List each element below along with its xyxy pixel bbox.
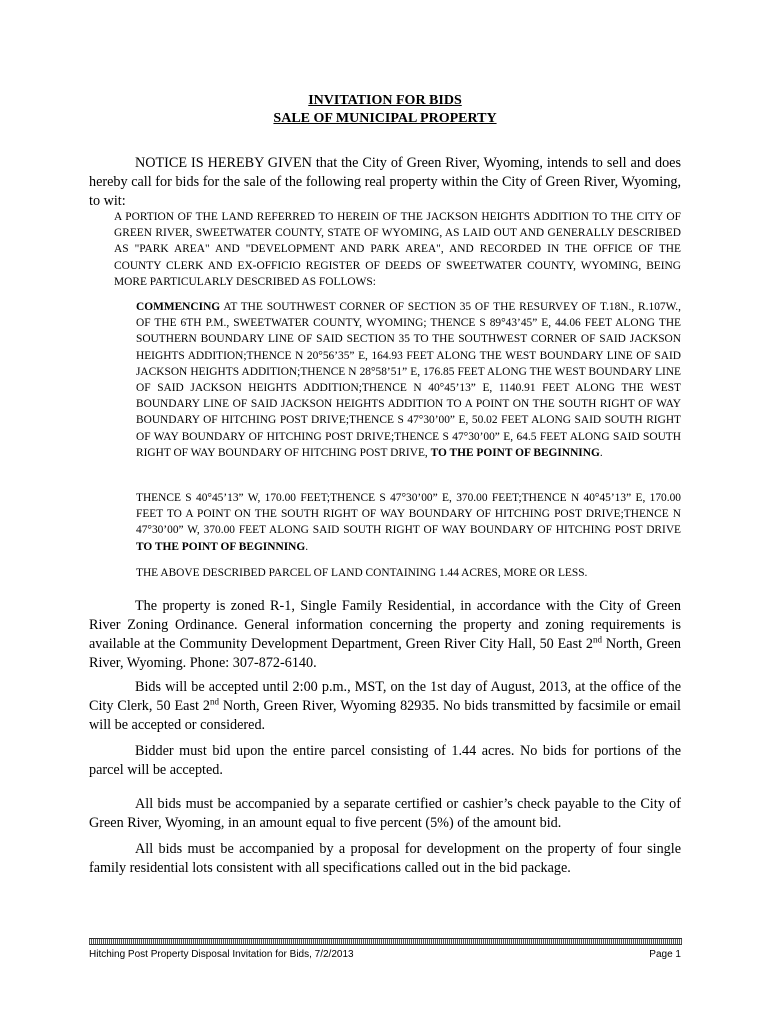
commencing-end: TO THE POINT OF BEGINNING xyxy=(430,446,600,459)
check-paragraph: All bids must be accompanied by a separate certified or cashier’s check payable to the City of Green River, Wyoming, in an amount equal to five percent (5%) of the amount bid. xyxy=(89,796,681,831)
footer-divider xyxy=(89,938,682,945)
zoning-ordinal-suffix: nd xyxy=(593,634,602,645)
proposal-paragraph: All bids must be accompanied by a proposal for development on the property of four single family residential lots consistent with all specifications called out in the bid package. xyxy=(89,841,681,876)
legal-description-commencing xyxy=(136,299,681,461)
zoning-text-2: North, Green River, Wyoming. Phone: 307-872-6140. xyxy=(89,636,682,671)
deadline-ordinal-suffix: nd xyxy=(209,696,219,707)
legal-description-intro: A PORTION OF THE LAND REFERRED TO HEREIN OF THE JACKSON HEIGHTS ADDITION TO THE CITY OF GREEN RIVER, SWEETWATER COUNTY, STATE OF WYOMING, AS LAID OUT AND GENERALLY DESCRIBED AS "PARK AREA" AND "DEVELOPMENT AND PARK AREA", AND RECORDED IN THE OFFICE OF THE COUNTY CLERK AND EX-OFFICIO REGISTER OF DEEDS OF SWEETWATER COUNTY, WYOMING, BEING MORE PARTICULARLY DESCRIBED AS FOLLOWS: xyxy=(114,211,681,288)
document-subtitle: SALE OF MUNICIPAL PROPERTY xyxy=(273,111,497,126)
thence-period: . xyxy=(305,540,309,553)
thence-text: THENCE S 40°45’13” W, 170.00 FEET;THENCE S 47°30’00” E, 370.00 FEET;THENCE N 40°45’13” E, 170.00 FEET TO A POINT ON THE SOUTH RIGHT OF WAY BOUNDARY OF HITCHING POST DRIVE;THENCE N 47°30’00” W, 370.00 FEET ALONG SAID SOUTH RIGHT OF WAY BOUNDARY OF HITCHING POST DRIVE xyxy=(136,492,681,537)
deadline-paragraph xyxy=(89,678,681,735)
parcel-size-statement: THE ABOVE DESCRIBED PARCEL OF LAND CONTAINING 1.44 ACRES, MORE OR LESS. xyxy=(136,567,588,579)
commencing-label: COMMENCING xyxy=(136,301,221,313)
notice-paragraph: NOTICE IS HEREBY GIVEN that the City of Green River, Wyoming, intends to sell and does hereby call for bids for the sale of the following real property within the City of Green River, Wyoming, to wit: xyxy=(89,155,681,209)
commencing-period: . xyxy=(599,446,603,459)
document-title: INVITATION FOR BIDS xyxy=(308,93,462,108)
legal-description-thence xyxy=(136,490,681,555)
entire-parcel-paragraph: Bidder must bid upon the entire parcel consisting of 1.44 acres. No bids for portions of the parcel will be accepted. xyxy=(89,743,681,778)
thence-end: TO THE POINT OF BEGINNING xyxy=(136,540,306,553)
commencing-text: AT THE SOUTHWEST CORNER OF SECTION 35 OF THE RESURVEY OF T.18N., R.107W., OF THE 6TH P.M., SWEETWATER COUNTY, WYOMING; THENCE S 89°43’45” E, 44.06 FEET ALONG THE SOUTHERN BOUNDARY LINE OF SAID SECTION 35 TO THE SOUTHWEST CORNER OF SAID JACKSON HEIGHTS ADDITION;THENCE N 20°56’35” E, 164.93 FEET ALONG THE WEST BOUNDARY LINE OF SAID JACKSON HEIGHTS ADDITION;THENCE N 28°58’51” E, 176.85 FEET ALONG THE WEST BOUNDARY LINE OF SAID JACKSON HEIGHTS ADDITION;THENCE N 40°45’13” E, 1140.91 FEET ALONG THE WEST BOUNDARY LINE OF SAID JACKSON HEIGHTS ADDITION TO A POINT ON THE SOUTH RIGHT OF WAY BOUNDARY OF HITCHING POST DRIVE;THENCE S 47°30’00” E, 50.02 FEET ALONG SAID SOUTH RIGHT OF WAY BOUNDARY OF HITCHING POST DRIVE;THENCE S 47°30’00” E, 64.5 FEET ALONG SAID SOUTH RIGHT OF WAY BOUNDARY OF HITCHING POST DRIVE, xyxy=(136,301,681,459)
deadline-text-1: Bids will be accepted until 2:00 p.m., MST, on the 1st day of August, 2013, at the office of the City Clerk, 50 East 2 xyxy=(89,679,681,714)
zoning-text-1: The property is zoned R-1, Single Family Residential, in accordance with the City of Green River Zoning Ordinance. General information concerning the property and zoning requirements is available at the Community Development Department, Green River City Hall, 50 East 2 xyxy=(89,598,681,652)
footer-document-label: Hitching Post Property Disposal Invitation for Bids, 7/2/2013 xyxy=(89,949,354,960)
zoning-paragraph xyxy=(89,597,681,673)
deadline-text-2: North, Green River, Wyoming 82935. No bids transmitted by facsimile or email will be accepted or considered. xyxy=(89,698,681,733)
footer-page-number: Page 1 xyxy=(649,949,681,960)
